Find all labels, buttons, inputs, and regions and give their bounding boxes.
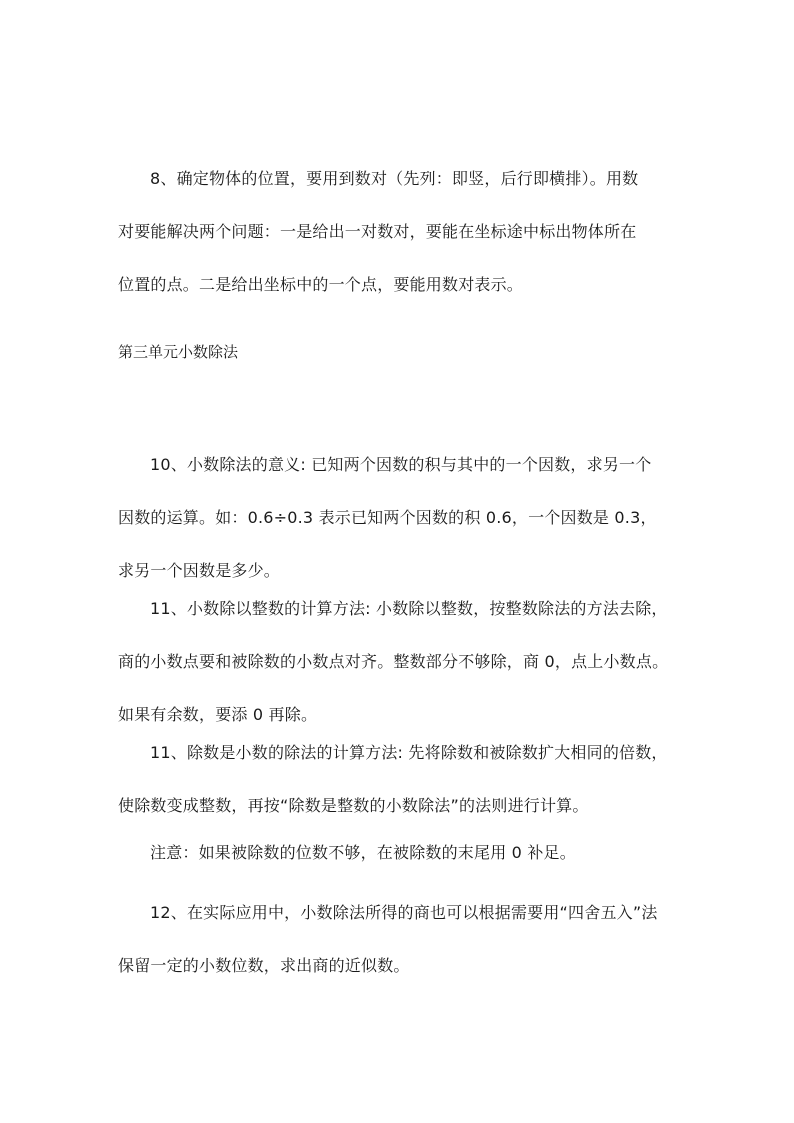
section-title: 第三单元小数除法	[118, 343, 239, 361]
paragraph-8	[118, 152, 678, 311]
paragraph-line: 如果有余数，要添 0 再除。	[118, 705, 318, 724]
paragraph-line: 11、除数是小数的除法的计算方法: 先将除数和被除数扩大相同的倍数，	[150, 743, 668, 762]
paragraph-12	[118, 886, 678, 992]
paragraph-line: 对要能解决两个问题：一是给出一对数对，要能在坐标途中标出物体所在	[118, 222, 637, 241]
paragraph-11a	[118, 582, 678, 741]
paragraph-line: 12、在实际应用中，小数除法所得的商也可以根据需要用“四舍五入”法	[150, 903, 658, 922]
paragraph-line: 位置的点。二是给出坐标中的一个点，要能用数对表示。	[118, 275, 524, 294]
paragraph-line: 因数的运算。如：0.6÷0.3 表示已知两个因数的积 0.6，一个因数是 0.3，	[118, 508, 657, 527]
paragraph-line: 使除数变成整数，再按“除数是整数的小数除法”的法则进行计算。	[118, 796, 589, 815]
paragraph-line: 8、确定物体的位置，要用到数对（先列：即竖，后行即横排）。用数	[150, 169, 639, 188]
paragraph-line: 求另一个因数是多少。	[118, 561, 281, 580]
paragraph-line: 注意：如果被除数的位数不够，在被除数的末尾用 0 补足。	[150, 843, 576, 862]
paragraph-11b	[118, 726, 678, 832]
paragraph-line: 11、小数除以整数的计算方法: 小数除以整数，按整数除法的方法去除，	[150, 599, 668, 618]
note-paragraph	[118, 826, 678, 879]
paragraph-line: 10、小数除法的意义: 已知两个因数的积与其中的一个因数，求另一个	[150, 455, 652, 474]
paragraph-10	[118, 438, 678, 597]
paragraph-line: 商的小数点要和被除数的小数点对齐。整数部分不够除，商 0，点上小数点。	[118, 652, 669, 671]
paragraph-line: 保留一定的小数位数，求出商的近似数。	[118, 956, 410, 975]
